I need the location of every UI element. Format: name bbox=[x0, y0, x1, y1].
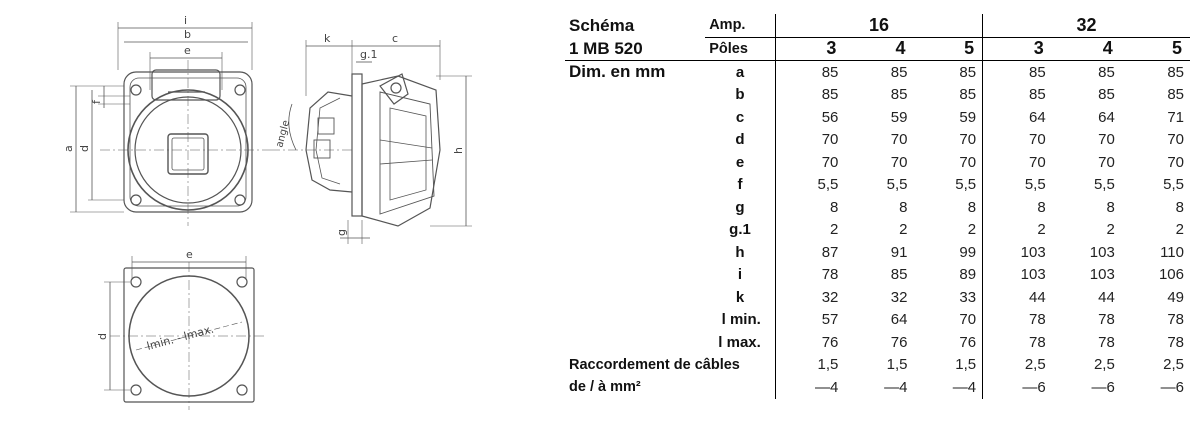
row-spacer bbox=[565, 331, 705, 354]
dimension-value: 70 bbox=[1098, 153, 1115, 171]
dimension-value: 78 bbox=[775, 264, 844, 287]
dimension-value: 85 bbox=[890, 86, 908, 104]
pole-header: 3 bbox=[775, 37, 844, 61]
pole-header: 5 bbox=[1121, 37, 1190, 61]
table-row bbox=[565, 129, 1190, 152]
dimension-value: 70 bbox=[983, 129, 1052, 152]
dimension-value: 91 bbox=[890, 243, 908, 261]
dimension-letter: g.1 bbox=[729, 221, 751, 239]
pole-header: 5 bbox=[913, 37, 982, 61]
dimension-value: 70 bbox=[959, 153, 977, 171]
dimension-value: 64 bbox=[983, 106, 1052, 129]
dimension-value: 85 bbox=[959, 63, 977, 81]
amp-label: Amp. bbox=[705, 14, 775, 37]
dimension-value: 106 bbox=[1158, 266, 1184, 284]
label-h: h bbox=[452, 147, 465, 154]
dimension-value: 85 bbox=[890, 266, 908, 284]
dimension-value: 110 bbox=[1160, 243, 1184, 261]
cable-min-cell: 1,5 bbox=[775, 354, 844, 377]
dimension-value: 85 bbox=[983, 61, 1052, 84]
table-row bbox=[565, 151, 1190, 174]
row-spacer bbox=[565, 241, 705, 264]
dimension-letter: h bbox=[735, 243, 745, 261]
dimension-value: 8 bbox=[967, 198, 977, 216]
dimension-value: 33 bbox=[959, 288, 977, 306]
amp-group-16: 16 bbox=[775, 14, 982, 37]
dimension-letter: g bbox=[735, 198, 745, 216]
dimension-value: 8 bbox=[1175, 198, 1184, 216]
label-e-bottom: e bbox=[186, 248, 193, 261]
row-spacer bbox=[565, 264, 705, 287]
dimension-letter: a bbox=[735, 63, 745, 81]
dimension-letter: e bbox=[735, 153, 745, 171]
table-row bbox=[565, 264, 1190, 287]
dimension-value: 5,5 bbox=[955, 176, 977, 194]
dimension-value: 70 bbox=[1167, 131, 1184, 149]
dimension-letter: b bbox=[735, 86, 745, 104]
table-row bbox=[565, 241, 1190, 264]
dimension-value: 5,5 bbox=[1163, 176, 1184, 194]
dimension-value: 2 bbox=[1175, 221, 1184, 239]
dimension-value: 70 bbox=[983, 151, 1052, 174]
dimension-value: 49 bbox=[1167, 288, 1184, 306]
label-lmin-lmax: lmin. - lmax. bbox=[145, 322, 216, 353]
dimension-value: 89 bbox=[959, 266, 977, 284]
dimension-value: 76 bbox=[890, 333, 908, 351]
dimension-value: 8 bbox=[1106, 198, 1115, 216]
dimension-letter: k bbox=[735, 288, 745, 306]
table-row bbox=[565, 174, 1190, 197]
dimension-value: 71 bbox=[1167, 108, 1184, 126]
label-k: k bbox=[324, 32, 331, 45]
dimension-letter: i bbox=[737, 266, 743, 284]
dimension-value: 85 bbox=[1167, 63, 1184, 81]
table-row bbox=[565, 196, 1190, 219]
dimension-letter: f bbox=[737, 176, 743, 194]
dimension-value: 87 bbox=[775, 241, 844, 264]
dimension-value: 70 bbox=[1098, 131, 1115, 149]
pole-header: 4 bbox=[1052, 37, 1121, 61]
dimension-value: 2 bbox=[775, 219, 844, 242]
dim-label: Dim. en mm bbox=[569, 62, 666, 82]
dimension-value: 99 bbox=[959, 243, 977, 261]
dimension-value: 70 bbox=[890, 131, 908, 149]
side-view-drawing bbox=[270, 40, 472, 244]
dimension-letter: c bbox=[735, 108, 745, 126]
cable-min-cell: 2,5 bbox=[983, 354, 1052, 377]
dimension-value: 5,5 bbox=[983, 174, 1052, 197]
dimension-value: 78 bbox=[983, 309, 1052, 332]
table-row bbox=[565, 219, 1190, 242]
table-row bbox=[565, 309, 1190, 332]
dimension-value: 78 bbox=[983, 331, 1052, 354]
row-spacer bbox=[565, 286, 705, 309]
label-b: b bbox=[184, 28, 191, 41]
dimension-value: 85 bbox=[775, 84, 844, 107]
label-a: a bbox=[62, 145, 75, 152]
dimension-value: 70 bbox=[775, 151, 844, 174]
dimension-value: 76 bbox=[959, 333, 977, 351]
dimension-value: 2 bbox=[967, 221, 977, 239]
dimension-value: 70 bbox=[959, 131, 977, 149]
label-d-bottom: d bbox=[96, 333, 109, 340]
cable-max-cell: —4 bbox=[952, 378, 977, 396]
dimension-value: 2 bbox=[1106, 221, 1115, 239]
model-label: 1 MB 520 bbox=[565, 37, 705, 61]
dimension-value: 8 bbox=[899, 198, 908, 216]
dimension-value: 70 bbox=[775, 129, 844, 152]
dimension-value: 59 bbox=[959, 108, 977, 126]
cable-min-cell: 1,5 bbox=[886, 356, 908, 374]
label-angle: angle bbox=[274, 119, 293, 149]
table-row bbox=[565, 84, 1190, 107]
dimension-value: 78 bbox=[1098, 333, 1115, 351]
label-i: i bbox=[184, 14, 188, 27]
dimension-value: 85 bbox=[959, 86, 977, 104]
row-spacer bbox=[565, 129, 705, 152]
dimension-value: 2 bbox=[983, 219, 1052, 242]
table-row bbox=[565, 286, 1190, 309]
pole-header: 4 bbox=[844, 37, 913, 61]
table-row bbox=[565, 331, 1190, 354]
dimension-value: 5,5 bbox=[886, 176, 908, 194]
poles-label: Pôles bbox=[705, 37, 775, 61]
dimension-value: 103 bbox=[1089, 266, 1115, 284]
cable-label-2: de / à mm² bbox=[569, 379, 641, 396]
cable-max-cell: —6 bbox=[983, 376, 1052, 399]
dimension-value: 103 bbox=[983, 241, 1052, 264]
dimension-value: 85 bbox=[775, 61, 844, 84]
amp-group-32: 32 bbox=[983, 14, 1190, 37]
dimension-value: 44 bbox=[1098, 288, 1115, 306]
label-g1: g.1 bbox=[360, 48, 378, 61]
dimension-value: 57 bbox=[775, 309, 844, 332]
dimension-value: 2 bbox=[899, 221, 908, 239]
cable-label-1: Raccordement de câbles bbox=[569, 356, 740, 373]
cable-min-cell: 2,5 bbox=[1163, 356, 1184, 374]
dimension-value: 78 bbox=[1167, 333, 1184, 351]
row-spacer bbox=[565, 174, 705, 197]
dimension-value: 8 bbox=[775, 196, 844, 219]
dimension-value: 85 bbox=[890, 63, 908, 81]
dimension-value: 85 bbox=[1098, 63, 1115, 81]
dimension-value: 85 bbox=[1098, 86, 1115, 104]
pole-header: 3 bbox=[983, 37, 1052, 61]
dimension-letter: d bbox=[735, 131, 745, 149]
cable-min-cell: 2,5 bbox=[1093, 356, 1115, 374]
dimension-letter: l max. bbox=[718, 333, 761, 351]
cable-min-cell: 1,5 bbox=[955, 356, 977, 374]
dimension-value: 32 bbox=[775, 286, 844, 309]
label-f: f bbox=[90, 100, 103, 104]
dimension-letter: l min. bbox=[721, 311, 761, 329]
cable-max-cell: —6 bbox=[1160, 378, 1184, 396]
table-row bbox=[565, 61, 1190, 84]
dimension-value: 76 bbox=[775, 331, 844, 354]
dimension-value: 8 bbox=[983, 196, 1052, 219]
dimension-value: 103 bbox=[983, 264, 1052, 287]
label-e-top: e bbox=[184, 44, 191, 57]
dimension-value: 85 bbox=[1167, 86, 1184, 104]
cable-max-cell: —6 bbox=[1091, 378, 1115, 396]
dimension-value: 78 bbox=[1167, 311, 1184, 329]
dimension-value: 44 bbox=[983, 286, 1052, 309]
front-view-drawing bbox=[70, 22, 270, 226]
row-spacer bbox=[565, 106, 705, 129]
cable-max-cell: —4 bbox=[775, 376, 844, 399]
label-d: d bbox=[78, 145, 91, 152]
schema-label: Schéma bbox=[569, 15, 635, 35]
label-c: c bbox=[392, 32, 399, 45]
dimension-value: 59 bbox=[890, 108, 908, 126]
row-spacer bbox=[565, 84, 705, 107]
row-spacer bbox=[565, 196, 705, 219]
dimension-value: 70 bbox=[1167, 153, 1184, 171]
row-spacer bbox=[565, 309, 705, 332]
row-spacer bbox=[565, 151, 705, 174]
dimension-value: 5,5 bbox=[1093, 176, 1115, 194]
dimension-value: 78 bbox=[1098, 311, 1115, 329]
dimension-value: 70 bbox=[890, 153, 908, 171]
dimension-spec-table bbox=[565, 14, 1190, 399]
dimension-value: 32 bbox=[890, 288, 908, 306]
dimension-value: 103 bbox=[1089, 243, 1115, 261]
dimension-value: 64 bbox=[890, 311, 908, 329]
technical-drawings bbox=[0, 0, 560, 427]
table-row bbox=[565, 106, 1190, 129]
dimension-value: 56 bbox=[775, 106, 844, 129]
dimension-value: 85 bbox=[983, 84, 1052, 107]
row-spacer bbox=[565, 219, 705, 242]
dimension-value: 5,5 bbox=[775, 174, 844, 197]
cable-max-cell: —4 bbox=[884, 378, 908, 396]
dimension-value: 64 bbox=[1098, 108, 1115, 126]
label-g: g bbox=[335, 229, 348, 236]
dimension-value: 70 bbox=[959, 311, 977, 329]
